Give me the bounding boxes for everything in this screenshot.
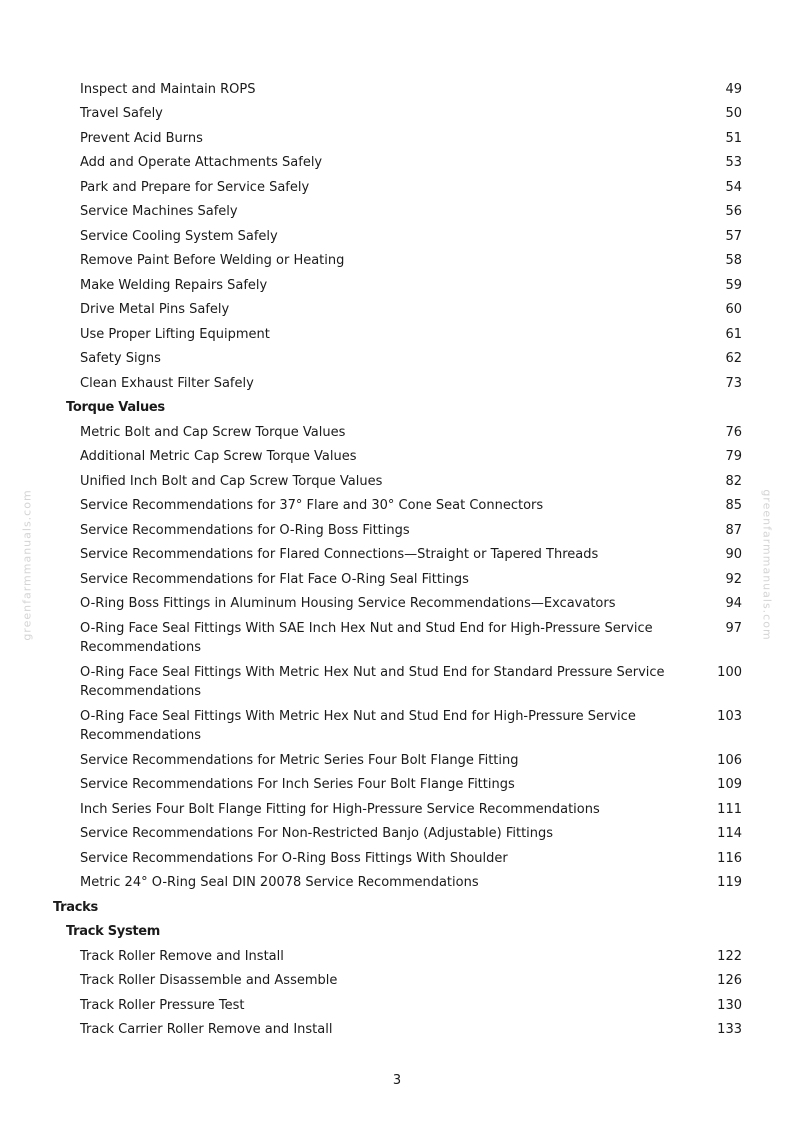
toc-entry[interactable] <box>0 797 794 822</box>
toc-entry-page-number: 119 <box>717 875 742 890</box>
toc-entry-page-number: 109 <box>717 777 742 792</box>
toc-entry-title: Make Welding Repairs Safely <box>80 277 268 293</box>
table-of-contents <box>0 77 794 1042</box>
watermark-left: greenfarmmanuals.com <box>20 489 34 641</box>
toc-entry-page-number: 50 <box>725 106 742 121</box>
toc-entry-title: O-Ring Face Seal Fittings With Metric Hex Nut and Stud End for Standard Pressure Service Recommendations <box>80 664 665 699</box>
toc-entry[interactable] <box>0 249 794 274</box>
toc-entry-title: Track Roller Disassemble and Assemble <box>80 973 338 988</box>
toc-entry[interactable] <box>0 1018 794 1043</box>
toc-entry[interactable] <box>0 846 794 871</box>
toc-entry-title: Use Proper Lifting Equipment <box>80 326 270 342</box>
toc-entry[interactable] <box>0 660 794 704</box>
toc-entry[interactable] <box>0 518 794 543</box>
toc-entry[interactable] <box>0 543 794 568</box>
toc-entry-page-number: 51 <box>725 130 742 146</box>
toc-entry-title: Park and Prepare for Service Safely <box>80 179 310 195</box>
toc-entry-title: Add and Operate Attachments Safely <box>80 155 323 170</box>
toc-entry[interactable] <box>0 704 794 748</box>
toc-entry-page-number: 92 <box>725 571 742 587</box>
toc-entry-page-number: 103 <box>717 708 742 724</box>
toc-entry[interactable] <box>0 77 794 102</box>
toc-entry[interactable] <box>0 371 794 396</box>
toc-entry-title: Service Machines Safely <box>80 204 238 219</box>
toc-entry-page-number: 114 <box>717 826 742 841</box>
toc-entry-title: Unified Inch Bolt and Cap Screw Torque Values <box>80 473 383 489</box>
toc-entry-page-number: 85 <box>725 498 742 513</box>
toc-entry-title: Service Recommendations for 37° Flare and 30° Cone Seat Connectors <box>80 498 544 513</box>
toc-entry-page-number: 59 <box>725 277 742 293</box>
toc-entry-page-number: 62 <box>725 351 742 366</box>
toc-entry[interactable] <box>0 200 794 225</box>
toc-entry-title: Track Carrier Roller Remove and Install <box>80 1022 333 1037</box>
toc-entry-page-number: 57 <box>725 228 742 244</box>
toc-entry[interactable] <box>0 126 794 151</box>
toc-entry[interactable] <box>0 993 794 1018</box>
toc-entry-title: Track Roller Pressure Test <box>80 997 245 1013</box>
toc-entry-title: Service Recommendations For O-Ring Boss Fittings With Shoulder <box>80 850 508 866</box>
page-number: 3 <box>392 1073 402 1088</box>
toc-entry[interactable] <box>0 969 794 994</box>
toc-entry[interactable] <box>0 445 794 470</box>
toc-entry-page-number: 133 <box>717 1022 742 1037</box>
toc-entry-page-number: 122 <box>717 948 742 964</box>
toc-entry-title: Travel Safely <box>80 106 163 121</box>
toc-entry-page-number: 49 <box>725 81 742 97</box>
toc-entry-page-number: 116 <box>717 850 742 866</box>
toc-entry-title: Service Recommendations for Flat Face O-Ring Seal Fittings <box>80 571 469 587</box>
toc-entry[interactable] <box>0 592 794 617</box>
toc-entry[interactable] <box>0 822 794 847</box>
toc-entry[interactable] <box>0 567 794 592</box>
toc-entry-page-number: 73 <box>725 375 742 391</box>
toc-entry[interactable] <box>0 616 794 660</box>
toc-entry-title: Inch Series Four Bolt Flange Fitting for High-Pressure Service Recommendations <box>80 801 600 817</box>
toc-entry-title: O-Ring Face Seal Fittings With SAE Inch Hex Nut and Stud End for High-Pressure Service Recommendations <box>80 620 653 655</box>
toc-entry[interactable] <box>0 102 794 127</box>
toc-entry-title: Service Recommendations For Non-Restricted Banjo (Adjustable) Fittings <box>80 826 554 841</box>
watermark-right: greenfarmmanuals.com <box>760 489 774 641</box>
toc-entry-title: Inspect and Maintain ROPS <box>80 81 256 97</box>
toc-entry-page-number: 56 <box>725 204 742 219</box>
toc-entry[interactable] <box>0 151 794 176</box>
toc-entry[interactable] <box>0 420 794 445</box>
toc-entry-title: Service Recommendations For Inch Series Four Bolt Flange Fittings <box>80 777 515 792</box>
toc-entry-page-number: 111 <box>717 801 742 817</box>
toc-entry-page-number: 130 <box>717 997 742 1013</box>
toc-entry-page-number: 126 <box>717 973 742 988</box>
toc-entry[interactable] <box>0 298 794 323</box>
toc-entry[interactable] <box>0 773 794 798</box>
toc-entry-page-number: 76 <box>725 424 742 440</box>
toc-entry-title: Remove Paint Before Welding or Heating <box>80 253 345 268</box>
toc-entry-page-number: 106 <box>717 752 742 768</box>
toc-entry-page-number: 53 <box>725 155 742 170</box>
toc-entry-title: Drive Metal Pins Safely <box>80 302 230 317</box>
toc-entry-title: Safety Signs <box>80 351 161 366</box>
toc-entry-page-number: 100 <box>717 664 742 680</box>
toc-entry[interactable] <box>0 944 794 969</box>
toc-entry-title: O-Ring Boss Fittings in Aluminum Housing Service Recommendations—Excavators <box>80 596 616 611</box>
toc-entry-page-number: 94 <box>725 596 742 611</box>
toc-entry-page-number: 97 <box>725 620 742 636</box>
toc-entry-page-number: 90 <box>725 547 742 562</box>
toc-entry-title: Service Cooling System Safely <box>80 228 278 244</box>
toc-entry-page-number: 61 <box>725 326 742 342</box>
toc-entry-title: Clean Exhaust Filter Safely <box>80 375 254 391</box>
toc-entry-title: Track Roller Remove and Install <box>80 948 284 964</box>
toc-entry-page-number: 60 <box>725 302 742 317</box>
toc-section-heading[interactable]: Torque Values <box>66 400 165 415</box>
toc-entry[interactable] <box>0 224 794 249</box>
toc-entry[interactable] <box>0 347 794 372</box>
toc-entry-page-number: 87 <box>725 522 742 538</box>
toc-entry-title: Service Recommendations for Flared Connections—Straight or Tapered Threads <box>80 547 599 562</box>
toc-entry[interactable] <box>0 273 794 298</box>
toc-entry[interactable] <box>0 871 794 896</box>
toc-entry-title: Service Recommendations for Metric Series Four Bolt Flange Fitting <box>80 752 519 768</box>
toc-entry-title: Additional Metric Cap Screw Torque Values <box>80 449 357 464</box>
toc-entry-page-number: 79 <box>725 449 742 464</box>
toc-entry-title: Metric 24° O-Ring Seal DIN 20078 Service Recommendations <box>80 875 479 890</box>
toc-entry[interactable] <box>0 175 794 200</box>
toc-entry[interactable] <box>0 322 794 347</box>
toc-entry-title: Metric Bolt and Cap Screw Torque Values <box>80 424 346 440</box>
toc-section-heading[interactable]: Track System <box>66 924 161 939</box>
toc-entry[interactable] <box>0 469 794 494</box>
toc-entry-page-number: 54 <box>725 179 742 195</box>
toc-entry-title: Service Recommendations for O-Ring Boss Fittings <box>80 522 410 538</box>
toc-entry-title: Prevent Acid Burns <box>80 130 203 146</box>
toc-chapter-heading[interactable]: Tracks <box>53 899 98 915</box>
toc-entry[interactable] <box>0 494 794 519</box>
toc-entry[interactable] <box>0 748 794 773</box>
toc-entry-page-number: 58 <box>725 253 742 268</box>
toc-entry-title: O-Ring Face Seal Fittings With Metric Hex Nut and Stud End for High-Pressure Service Recommendations <box>80 708 636 743</box>
toc-entry-page-number: 82 <box>725 473 742 489</box>
